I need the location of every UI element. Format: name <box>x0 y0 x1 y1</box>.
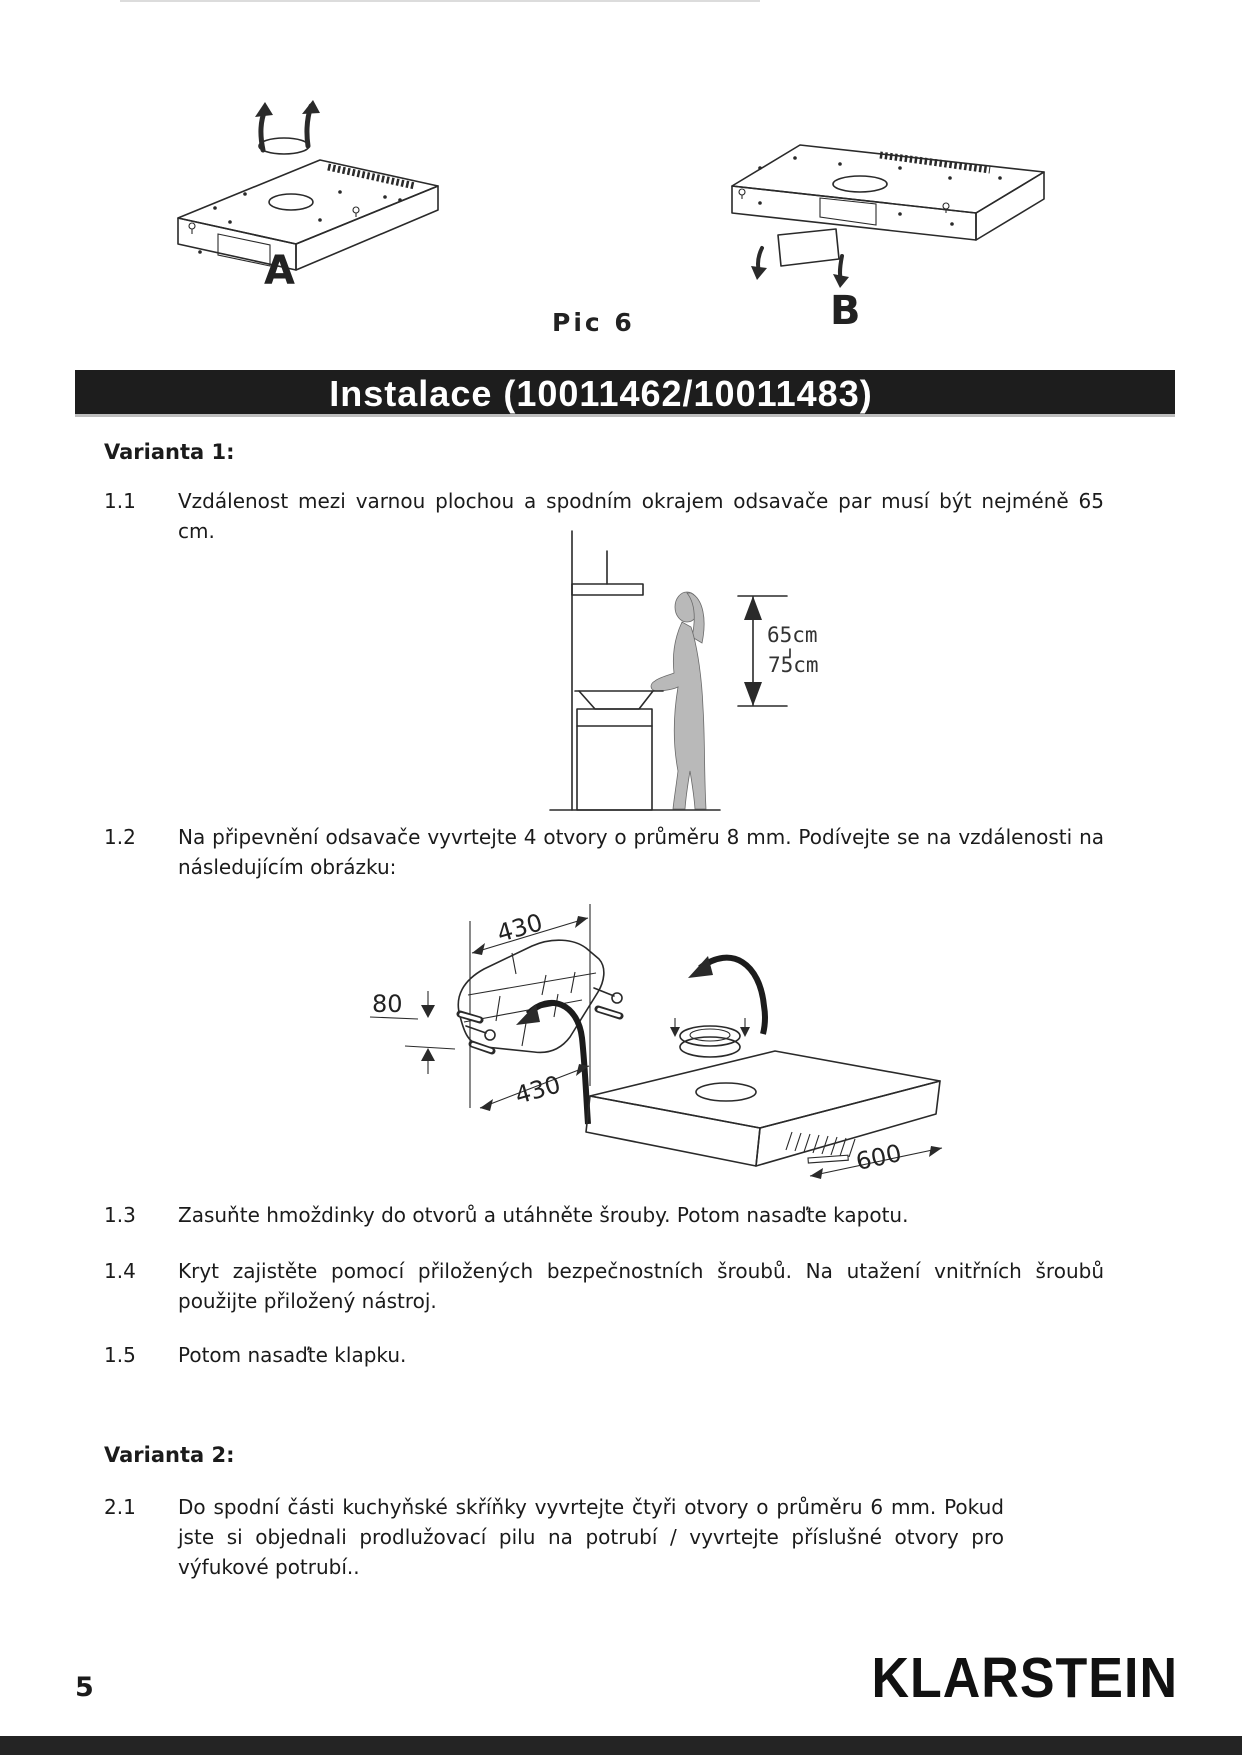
dimension-80 <box>370 990 455 1074</box>
footer-bar <box>0 1736 1242 1755</box>
page-number: 5 <box>75 1672 94 1703</box>
figure-drilling-dimensions <box>360 896 960 1184</box>
curved-arrow-right <box>688 956 765 1034</box>
dim-top-label: 430 <box>493 908 546 948</box>
height-max-label: 75cm <box>768 653 819 677</box>
step-text: Kryt zajistěte pomocí přiložených bezpečnostních šroubů. Na utažení vnitřních šroubů použijte přiložený nástroj. <box>178 1259 1104 1313</box>
exhaust-collar-oval <box>259 138 309 154</box>
step-1-2 <box>104 822 1104 882</box>
step-text: Do spodní části kuchyňské skříňky vyvrtejte čtyři otvory o průměru 6 mm. Pokud jste si objednali prodlužovací pilu na potrubí / vyvrtejte příslušné otvory pro výfukové potrubí.. <box>178 1495 1004 1579</box>
step-number: 1.4 <box>104 1259 136 1283</box>
dim-left-label: 80 <box>372 990 403 1018</box>
dimension-bottom-430 <box>480 1064 589 1111</box>
dim-depth-label: 600 <box>853 1138 905 1176</box>
top-remnant-line <box>120 0 760 2</box>
figure-caption: Pic 6 <box>552 308 635 337</box>
person-silhouette <box>651 592 706 809</box>
hood-body <box>178 160 438 270</box>
up-arrows-icon <box>255 100 320 150</box>
step-text: Vzdálenost mezi varnou plochou a spodním okrajem odsavače par musí být nejméně 65 cm. <box>178 489 1104 543</box>
down-arrows-icon <box>751 248 849 288</box>
screws-and-dowels <box>460 988 622 1051</box>
step-number: 1.5 <box>104 1343 136 1367</box>
step-text: Zasuňte hmoždinky do otvorů a utáhněte šrouby. Potom nasaďte kapotu. <box>178 1203 909 1227</box>
step-1-3 <box>104 1200 1104 1230</box>
brand-logo: KLARSTEIN <box>871 1647 1178 1710</box>
figure-label-b: B <box>830 288 861 334</box>
step-1-5 <box>104 1340 1104 1370</box>
dimension-top-430 <box>472 908 588 955</box>
figure-label-a: A <box>264 248 295 294</box>
step-2-1 <box>104 1492 1004 1582</box>
figure-mounting-height <box>545 523 835 823</box>
height-min-label: 65cm <box>767 623 818 647</box>
step-number: 2.1 <box>104 1495 136 1519</box>
figure-hood-panel-b <box>700 128 1070 288</box>
step-number: 1.3 <box>104 1203 136 1227</box>
figure-hood-exhaust-a <box>170 100 450 290</box>
height-dimension-arrow <box>738 596 787 706</box>
hob-and-cabinet <box>575 691 663 810</box>
bottom-panel <box>778 229 839 266</box>
dim-bottom-label: 430 <box>511 1070 564 1110</box>
variant-2-heading: Varianta 2: <box>104 1443 235 1467</box>
step-text: Potom nasaďte klapku. <box>178 1343 407 1367</box>
variant-1-heading: Varianta 1: <box>104 440 235 464</box>
step-number: 1.2 <box>104 825 136 849</box>
duct-ring <box>670 1018 750 1057</box>
hood-shelf <box>572 584 643 595</box>
hood-body <box>732 145 1044 240</box>
section-title-bar <box>75 370 1175 417</box>
step-1-4 <box>104 1256 1104 1316</box>
step-number: 1.1 <box>104 489 136 513</box>
step-text: Na připevnění odsavače vyvrtejte 4 otvory o průměru 8 mm. Podívejte se na vzdálenosti na následujícím obrázku: <box>178 825 1104 879</box>
section-title: Instalace (10011462/10011483) <box>329 373 873 414</box>
